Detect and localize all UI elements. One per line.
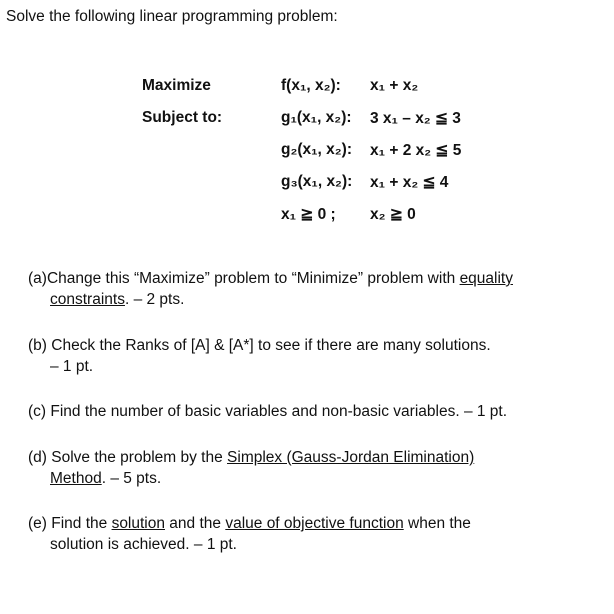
question-a xyxy=(28,268,593,310)
question-d-suffix: . – 5 pts. xyxy=(101,470,162,487)
nonneg-x2: x₂ ≧ 0 xyxy=(370,206,416,223)
question-e-suffix: when the xyxy=(403,515,471,532)
constraint-1-expression: 3 x₁ – x₂ ≦ 3 xyxy=(370,110,461,127)
constraint-1-function: g₁(x₁, x₂): xyxy=(281,109,352,126)
question-b xyxy=(28,335,593,377)
question-b-line-2: – 1 pt. xyxy=(50,358,94,375)
question-c xyxy=(28,401,593,422)
objective-expression: x₁ + x₂ xyxy=(370,77,419,94)
question-e-underline-2: value of objective function xyxy=(225,515,404,532)
question-a-prefix: (a) xyxy=(28,270,47,287)
question-d-underline-1: Simplex (Gauss-Jordan Elimination) xyxy=(227,449,475,466)
constraint-2-function: g₂(x₁, x₂): xyxy=(281,141,352,158)
question-a-underline-1: equality xyxy=(459,270,513,287)
constraint-2-expression: x₁ + 2 x₂ ≦ 5 xyxy=(370,142,462,159)
question-d xyxy=(28,447,593,489)
constraint-3-expression: x₁ + x₂ ≦ 4 xyxy=(370,174,449,191)
nonneg-x1: x₁ ≧ 0 ; xyxy=(281,206,336,223)
maximize-label: Maximize xyxy=(142,77,211,94)
question-e-mid: and the xyxy=(165,515,226,532)
subject-to-label: Subject to: xyxy=(142,109,223,126)
question-e-underline-1: solution xyxy=(111,515,165,532)
constraint-3-function: g₃(x₁, x₂): xyxy=(281,173,353,190)
question-e xyxy=(28,513,593,555)
question-a-suffix: . – 2 pts. xyxy=(124,291,185,308)
question-d-prefix: (d) Solve the problem by the xyxy=(28,449,228,466)
objective-function: f(x₁, x₂): xyxy=(281,77,341,94)
question-c-text: (c) Find the number of basic variables and non-basic variables. – 1 pt. xyxy=(28,403,508,420)
intro-text: Solve the following linear programming problem: xyxy=(6,8,338,25)
question-b-line-1: (b) Check the Ranks of [A] & [A*] to see if there are many solutions. xyxy=(28,337,491,354)
question-e-prefix: (e) Find the xyxy=(28,515,112,532)
question-a-text: Change this “Maximize” problem to “Minimize” problem with xyxy=(46,270,460,287)
question-e-line-2: solution is achieved. – 1 pt. xyxy=(50,536,237,553)
question-a-underline-2: constraints xyxy=(50,291,125,308)
question-d-underline-2: Method xyxy=(50,470,102,487)
